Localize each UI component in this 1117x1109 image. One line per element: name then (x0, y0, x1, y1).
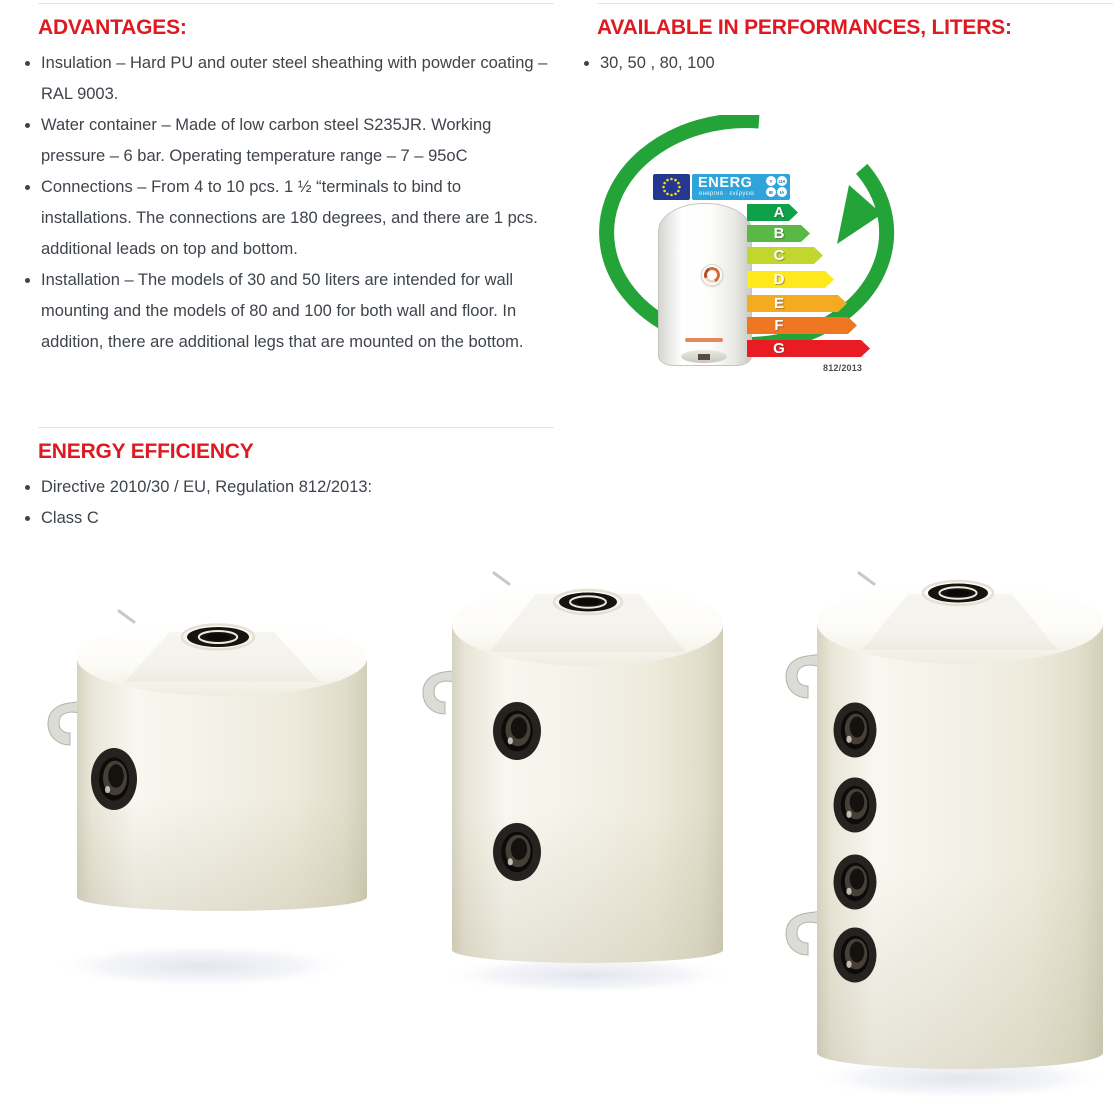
section-divider (38, 3, 554, 4)
storage-tank-large (778, 562, 1117, 1108)
pipe-port (493, 702, 541, 760)
pipe-port (834, 855, 877, 910)
list-item: • Class C (41, 503, 554, 534)
energy-class-letter: C (773, 247, 785, 264)
energy-efficiency-title: ENERGY EFFICIENCY (38, 440, 254, 463)
pipe-port (493, 823, 541, 881)
energy-label-image (597, 115, 895, 387)
pipe-port (834, 703, 877, 758)
energy-class-letter: F (774, 317, 784, 334)
energy-class-arrow (747, 295, 847, 312)
list-item: • Insulation – Hard PU and outer steel sheathing with powder coating – RAL 9003. (41, 48, 554, 110)
energy-class-letter: A (773, 204, 785, 221)
storage-tank-small (41, 604, 386, 1004)
energy-class-letter: B (773, 225, 785, 242)
energ-logo-text: ENERG (698, 175, 753, 191)
language-bubble: IA (777, 187, 787, 197)
advantages-list (38, 48, 554, 358)
list-item: • Directive 2010/30 / EU, Regulation 812/2013: (41, 472, 554, 503)
energy-efficiency-list (38, 472, 554, 534)
pipe-port (834, 928, 877, 983)
list-item: • Installation – The models of 30 and 50 liters are intended for wall mounting and the models of 80 and 100 for both wall and floor. In addition, there are additional legs that are mounted on the bottom. (41, 265, 554, 358)
left-column (38, 0, 554, 358)
regulation-number: 812/2013 (823, 363, 863, 373)
list-item: • Connections – From 4 to 10 pcs. 1 ½ “terminals to bind to installations. The connections are 180 degrees, and there are 1 pcs. additional leads on top and bottom. (41, 172, 554, 265)
language-bubble: Y (766, 176, 776, 186)
pipe-port (834, 778, 877, 833)
top-cap (182, 625, 254, 650)
section-divider (597, 3, 1113, 4)
pipe-port (91, 748, 137, 810)
section-divider (38, 427, 554, 428)
energ-logo-subtext: енергия · ενέργεια (699, 191, 755, 197)
energy-class-scale (597, 115, 895, 387)
language-bubble: IE (766, 187, 776, 197)
energy-class-arrow (747, 271, 834, 288)
language-bubble: IJA (777, 176, 787, 186)
energy-efficiency-section (38, 424, 554, 534)
top-cap (923, 581, 993, 605)
list-item: • Water container – Made of low carbon steel S235JR. Working pressure – 6 bar. Operating temperature range – 7 – 95oC (41, 110, 554, 172)
right-column (597, 0, 1113, 79)
storage-tank-medium (410, 565, 740, 997)
available-list (597, 48, 1113, 79)
available-title: AVAILABLE IN PERFORMANCES, LITERS: (597, 16, 1012, 39)
energy-class-letter: G (773, 340, 785, 357)
energy-class-arrow (747, 317, 857, 334)
advantages-title: ADVANTAGES: (38, 16, 187, 39)
energy-class-arrow (747, 340, 870, 357)
top-cap (554, 590, 622, 614)
energy-class-letter: E (773, 295, 784, 312)
floor-shadow (51, 944, 351, 988)
energy-class-letter: D (773, 271, 785, 288)
list-item: • 30, 50 , 80, 100 (600, 48, 1113, 79)
